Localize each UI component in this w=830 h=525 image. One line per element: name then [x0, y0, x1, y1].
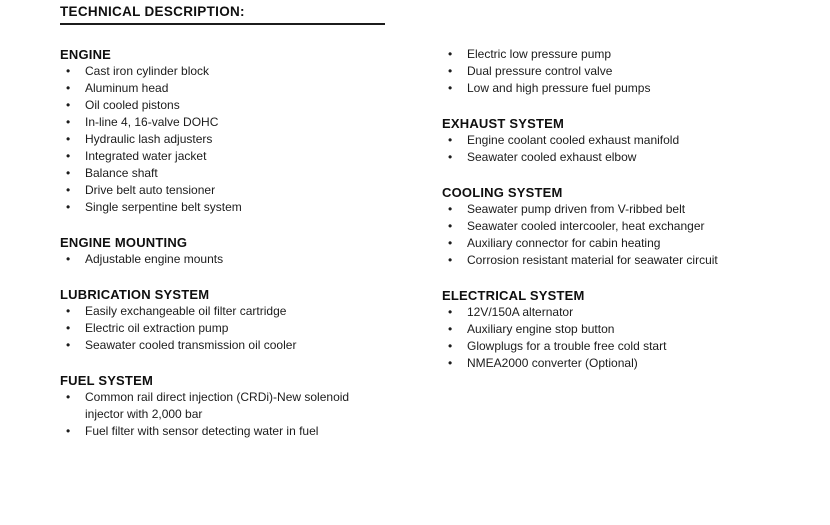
section — [60, 46, 390, 216]
list-item — [442, 201, 822, 218]
list-item — [442, 149, 822, 166]
list-item — [442, 46, 822, 63]
section-heading: ENGINE MOUNTING — [60, 235, 188, 250]
list-item-text: Auxiliary engine stop button — [467, 322, 615, 336]
section-list — [60, 303, 390, 354]
list-item-text: Fuel filter with sensor detecting water in fuel — [85, 424, 319, 438]
bullet-icon: • — [448, 253, 453, 267]
section-heading: COOLING SYSTEM — [442, 185, 563, 200]
list-item-text: In-line 4, 16-valve DOHC — [85, 115, 219, 129]
list-item — [60, 131, 390, 148]
list-item-text: Auxiliary connector for cabin heating — [467, 236, 661, 250]
bullet-icon: • — [66, 183, 71, 197]
section-list — [60, 389, 390, 440]
bullet-icon: • — [448, 339, 453, 353]
bullet-icon: • — [66, 81, 71, 95]
bullet-icon: • — [448, 356, 453, 370]
bullet-icon: • — [66, 304, 71, 318]
bullet-icon: • — [66, 390, 71, 404]
list-item — [60, 320, 390, 337]
list-item-text: Glowplugs for a trouble free cold start — [467, 339, 667, 353]
left-column — [60, 46, 390, 440]
list-item — [60, 303, 390, 320]
section — [442, 46, 822, 97]
list-item — [60, 114, 390, 131]
bullet-icon: • — [66, 132, 71, 146]
bullet-icon: • — [448, 47, 453, 61]
list-item-text: Hydraulic lash adjusters — [85, 132, 213, 146]
list-item-text: Dual pressure control valve — [467, 64, 613, 78]
list-item-text: Corrosion resistant material for seawater circuit — [467, 253, 718, 267]
list-item-text: Electric low pressure pump — [467, 47, 612, 61]
list-item — [60, 423, 390, 440]
list-item — [60, 97, 390, 114]
list-item-text: Seawater cooled intercooler, heat exchanger — [467, 219, 705, 233]
list-item — [60, 199, 390, 216]
bullet-icon: • — [66, 166, 71, 180]
bullet-icon: • — [66, 321, 71, 335]
list-item-text: Adjustable engine mounts — [85, 252, 224, 266]
list-item-text: Integrated water jacket — [85, 149, 207, 163]
title-underline-rule — [60, 4, 385, 25]
list-item — [442, 252, 822, 269]
list-item — [442, 338, 822, 355]
section — [60, 234, 390, 268]
section-heading: EXHAUST SYSTEM — [442, 116, 564, 131]
list-item — [60, 148, 390, 165]
list-item — [60, 337, 390, 354]
bullet-icon: • — [448, 305, 453, 319]
section — [60, 286, 390, 354]
list-item — [442, 63, 822, 80]
right-column — [442, 46, 822, 440]
bullet-icon: • — [448, 64, 453, 78]
bullet-icon: • — [448, 202, 453, 216]
bullet-icon: • — [66, 64, 71, 78]
section-heading: ELECTRICAL SYSTEM — [442, 288, 585, 303]
section-list — [442, 304, 822, 372]
bullet-icon: • — [66, 200, 71, 214]
section-list — [60, 63, 390, 216]
list-item — [442, 218, 822, 235]
list-item — [60, 63, 390, 80]
bullet-icon: • — [448, 133, 453, 147]
section — [60, 372, 390, 440]
bullet-icon: • — [66, 338, 71, 352]
list-item-text: Seawater cooled exhaust elbow — [467, 150, 637, 164]
bullet-icon: • — [448, 322, 453, 336]
list-item — [60, 251, 390, 268]
list-item-text: 12V/150A alternator — [467, 305, 574, 319]
bullet-icon: • — [448, 219, 453, 233]
section-list — [60, 251, 390, 268]
section — [442, 115, 822, 166]
section-heading: ENGINE — [60, 47, 112, 62]
section — [442, 287, 822, 372]
list-item-text: Easily exchangeable oil filter cartridge — [85, 304, 287, 318]
list-item-text: Oil cooled pistons — [85, 98, 180, 112]
bullet-icon: • — [448, 81, 453, 95]
list-item-text: Drive belt auto tensioner — [85, 183, 216, 197]
bullet-icon: • — [66, 98, 71, 112]
bullet-icon: • — [448, 150, 453, 164]
list-item — [60, 165, 390, 182]
list-item-text: NMEA2000 converter (Optional) — [467, 356, 638, 370]
list-item — [60, 389, 390, 423]
list-item-text: Low and high pressure fuel pumps — [467, 81, 651, 95]
section-heading: LUBRICATION SYSTEM — [60, 287, 210, 302]
list-item-text: Balance shaft — [85, 166, 158, 180]
bullet-icon: • — [66, 115, 71, 129]
section-list — [442, 132, 822, 166]
section-list — [442, 46, 822, 97]
list-item-text: Seawater cooled transmission oil cooler — [85, 338, 297, 352]
list-item — [442, 304, 822, 321]
list-item-text: Aluminum head — [85, 81, 169, 95]
section — [442, 184, 822, 269]
section-heading: FUEL SYSTEM — [60, 373, 153, 388]
list-item-text: Electric oil extraction pump — [85, 321, 229, 335]
list-item — [442, 235, 822, 252]
bullet-icon: • — [66, 424, 71, 438]
list-item — [442, 80, 822, 97]
list-item-text: Cast iron cylinder block — [85, 64, 210, 78]
bullet-icon: • — [66, 252, 71, 266]
list-item — [442, 355, 822, 372]
list-item — [60, 80, 390, 97]
list-item-text: Common rail direct injection (CRDi)-New solenoid injector with 2,000 bar — [85, 390, 350, 421]
bullet-icon: • — [66, 149, 71, 163]
list-item — [60, 182, 390, 199]
list-item-text: Seawater pump driven from V-ribbed belt — [467, 202, 686, 216]
list-item — [442, 132, 822, 149]
page-title: TECHNICAL DESCRIPTION: — [60, 4, 245, 19]
list-item-text: Single serpentine belt system — [85, 200, 242, 214]
bullet-icon: • — [448, 236, 453, 250]
list-item — [442, 321, 822, 338]
list-item-text: Engine coolant cooled exhaust manifold — [467, 133, 680, 147]
section-list — [442, 201, 822, 269]
two-column-layout — [0, 46, 830, 440]
